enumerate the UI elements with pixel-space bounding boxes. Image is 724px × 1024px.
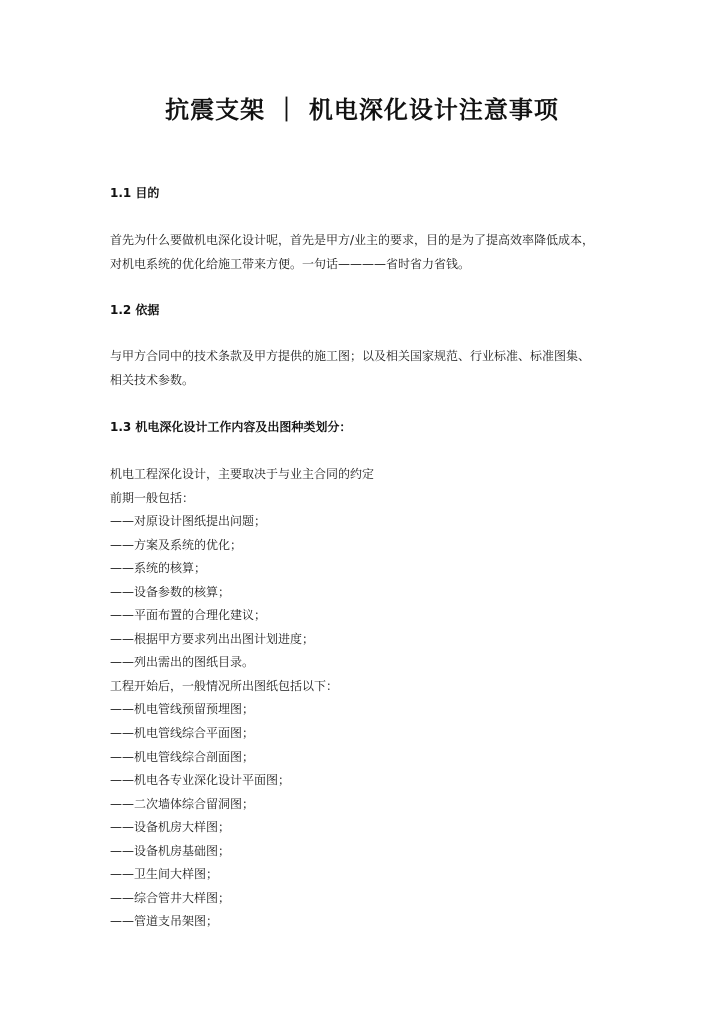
list-item: ——设备机房大样图； (110, 820, 231, 835)
paragraph-line: 首先为什么要做机电深化设计呢，首先是甲方/业主的要求，目的是为了提高效率降低成本， (110, 233, 595, 247)
paragraph-line: 相关技术参数。 (110, 372, 195, 387)
list-item: 机电工程深化设计，主要取决于与业主合同的约定 (110, 467, 375, 481)
list-item: ——系统的核算； (110, 561, 207, 576)
list-item: ——对原设计图纸提出问题； (110, 514, 267, 529)
section-heading-basis: 1.2 依据 (110, 303, 160, 317)
section-heading-scope: 1.3 机电深化设计工作内容及出图种类划分： (110, 420, 352, 434)
section-paragraph-basis (110, 345, 630, 392)
list-item: ——列出需出的图纸目录。 (110, 655, 255, 670)
list-item: 工程开始后，一般情况所出图纸包括以下： (110, 678, 339, 693)
paragraph-line: 对机电系统的优化给施工带来方便。一句话————省时省力省钱。 (110, 256, 471, 271)
section-paragraph-purpose (110, 229, 630, 276)
list-item: ——设备参数的核算； (110, 584, 231, 599)
list-item: ——根据甲方要求列出出图计划进度； (110, 631, 315, 646)
list-item: ——平面布置的合理化建议； (110, 608, 267, 623)
list-item: ——机电管线综合剖面图； (110, 749, 255, 764)
list-item: ——机电管线预留预埋图； (110, 702, 255, 717)
list-item: ——卫生间大样图； (110, 867, 219, 882)
section-heading-purpose: 1.1 目的 (110, 186, 160, 200)
paragraph-line: 与甲方合同中的技术条款及甲方提供的施工图；以及相关国家规范、行业标准、标准图集、 (110, 349, 591, 363)
list-item: ——二次墙体综合留洞图； (110, 796, 255, 811)
list-item: 前期一般包括： (110, 490, 195, 505)
scope-list (110, 463, 630, 934)
list-item: ——机电管线综合平面图； (110, 726, 255, 741)
list-item: ——管道支吊架图； (110, 914, 219, 929)
document-title: 抗震支架 ｜ 机电深化设计注意事项 (165, 96, 559, 124)
list-item: ——设备机房基础图； (110, 843, 231, 858)
list-item: ——机电各专业深化设计平面图； (110, 773, 291, 788)
list-item: ——综合管井大样图； (110, 890, 231, 905)
list-item: ——方案及系统的优化； (110, 537, 243, 552)
